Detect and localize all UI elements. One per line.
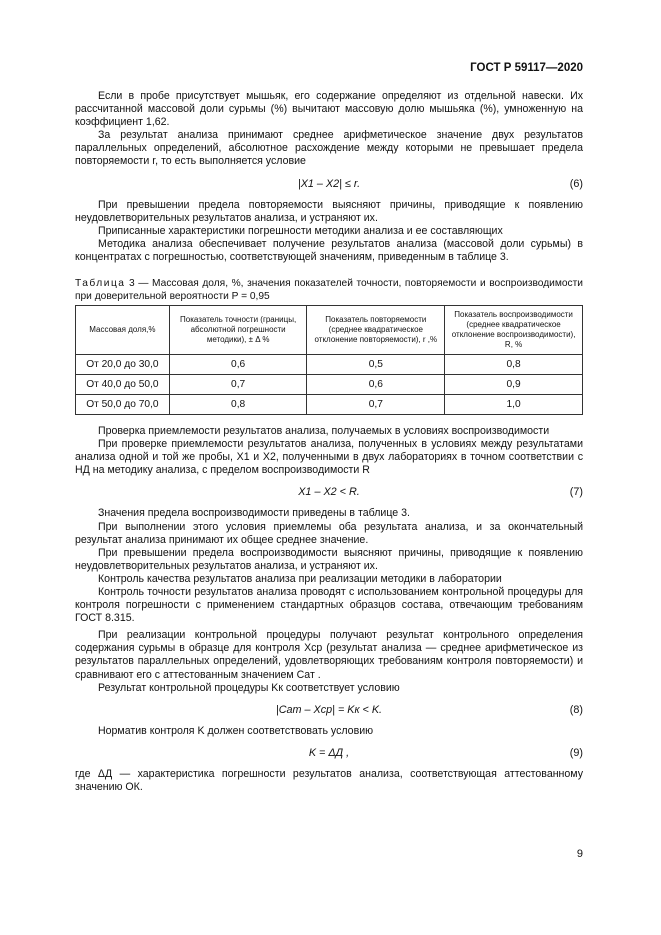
formula-number: (8) — [569, 703, 583, 716]
paragraph: Значения предела воспроизводимости приведены в таблице 3. — [98, 507, 410, 520]
formula-9 — [75, 738, 583, 768]
table-header-row — [76, 306, 583, 355]
formula-expression: |Cат – Xср| = Kк < K. — [275, 703, 383, 716]
page-number: 9 — [576, 848, 583, 860]
table-cell: 0,7 — [307, 395, 445, 415]
table-row — [76, 375, 583, 395]
formula-expression: X1 – X2 < R. — [298, 486, 360, 499]
paragraph: Проверка приемлемости результатов анализа, получаемых в условиях воспроизводимости — [98, 425, 550, 438]
paragraph: где ΔД — характеристика погрешности результатов анализа, соответствующая аттестованному значению ОК. — [75, 767, 583, 793]
table-row — [76, 395, 583, 415]
table-cell: 0,6 — [307, 375, 445, 395]
formula-7 — [75, 477, 583, 507]
table-caption-text: 3 — Массовая доля, %, значения показателей точности, повторяемости и воспроизводимости при доверительной вероятности P = 0,95 — [75, 278, 583, 302]
table-cell: 0,8 — [169, 395, 307, 415]
formula-number: (6) — [569, 177, 583, 190]
paragraph: Результат контрольной процедуры Kк соответствует условию — [98, 681, 400, 694]
table-cell: 0,7 — [169, 375, 307, 395]
table-caption — [75, 278, 583, 303]
column-header: Показатель воспроизводимости (среднее квадратическое отклонение воспроизводимости), R, % — [445, 306, 583, 355]
formula-number: (9) — [569, 746, 583, 759]
paragraph: Если в пробе присутствует мышьяк, его содержание определяют из отдельной навески. Их рассчитанной массовой доли сурьмы (%) вычитают массовую долю мышьяка (%), умноженную на коэффициент 1,62. — [75, 90, 583, 129]
table-cell: 0,9 — [445, 375, 583, 395]
formula-8 — [75, 695, 583, 725]
table-row — [76, 355, 583, 375]
paragraph: При проверке приемлемости результатов анализа, полученных в условиях между результатами анализа одной и той же пробы, X1 и X2, полученными в двух лабораториях в точном соответствии с НД на методику анализа, с пределом воспроизводимости R — [75, 438, 583, 477]
table-cell: 0,5 — [307, 355, 445, 375]
paragraph: При выполнении этого условия приемлемы оба результата анализа, и за окончательный результат анализа принимают их общее среднее значение. — [75, 520, 583, 546]
paragraph: Контроль качества результатов анализа при реализации методики в лаборатории — [98, 572, 502, 585]
paragraph: При превышении предела воспроизводимости выясняют причины, приводящие к появлению неудовлетворительных результатов анализа, и устраняют их. — [75, 546, 583, 572]
document-id: ГОСТ Р 59117—2020 — [470, 62, 583, 74]
column-header: Показатель точности (границы, абсолютной погрешности методики), ± Δ % — [169, 306, 307, 355]
paragraph: Норматив контроля K должен соответствовать условию — [98, 724, 374, 737]
paragraph: Приписанные характеристики погрешности методики анализа и ее составляющих — [98, 224, 503, 237]
column-header: Показатель повторяемости (среднее квадратическое отклонение повторяемости), r ,% — [307, 306, 445, 355]
document-body — [75, 90, 583, 794]
paragraph: За результат анализа принимают среднее арифметическое значение двух результатов параллельных определений, абсолютное расхождение между которыми не превышает предела повторяемости r, то есть выполняется условие — [75, 129, 583, 168]
formula-expression: |X1 – X2| ≤ r. — [297, 177, 361, 190]
table-caption-label: Таблица — [75, 278, 126, 290]
paragraph: Методика анализа обеспечивает получение результатов анализа (массовой доли сурьмы) в концентратах с погрешностью, соответствующей значениям, приведенным в таблице 3. — [75, 237, 583, 263]
table-cell: От 40,0 до 50,0 — [76, 375, 170, 395]
formula-expression: K = ΔД , — [308, 746, 350, 759]
column-header: Массовая доля,% — [76, 306, 170, 355]
formula-6 — [75, 169, 583, 199]
formula-number: (7) — [569, 486, 583, 499]
paragraph: При превышении предела повторяемости выясняют причины, приводящие к появлению неудовлетворительных результатов анализа, и устраняют их. — [75, 198, 583, 224]
paragraph: При реализации контрольной процедуры получают результат контрольного определения содержания сурьмы в образце для контроля Xср (результат анализа — среднее арифметическое из результатов параллельных определений, удовлетворяющих требованиям контроля повторяемости) и сравнивают его с аттестованным значением Cат . — [75, 629, 583, 681]
paragraph: Контроль точности результатов анализа проводят с использованием контрольной процедуры для контроля погрешности с применением стандартных образцов состава, отвечающим требованиям ГОСТ 8.315. — [75, 585, 583, 625]
data-table — [75, 305, 583, 415]
table-cell: От 20,0 до 30,0 — [76, 355, 170, 375]
table-cell: 0,6 — [169, 355, 307, 375]
table-cell: 0,8 — [445, 355, 583, 375]
table-cell: От 50,0 до 70,0 — [76, 395, 170, 415]
table-cell: 1,0 — [445, 395, 583, 415]
